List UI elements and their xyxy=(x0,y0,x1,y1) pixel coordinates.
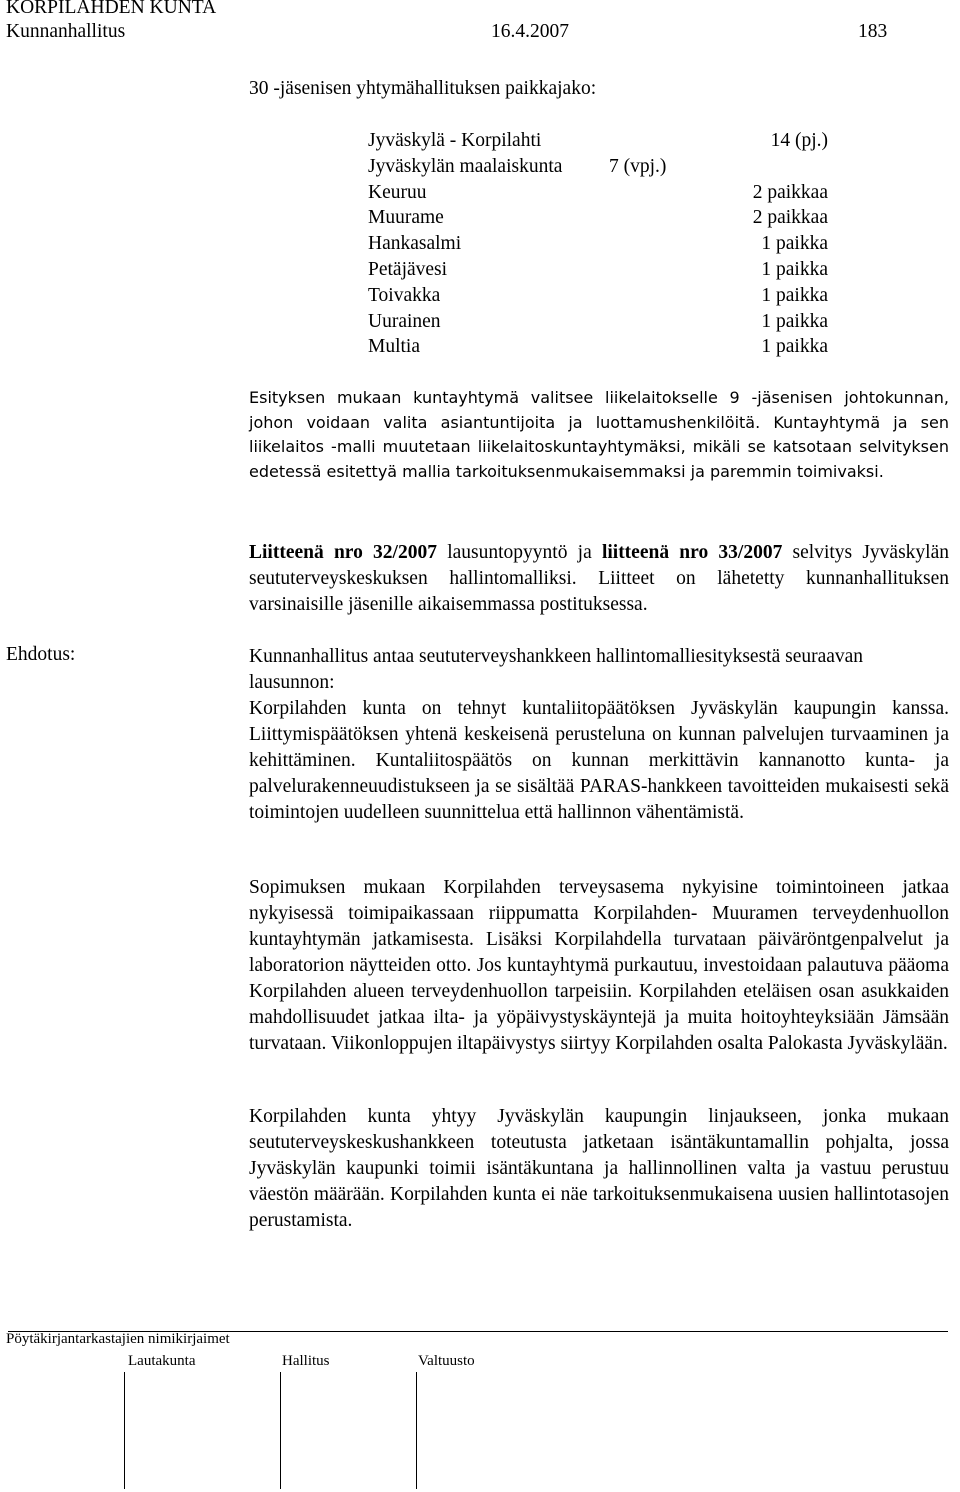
paragraph-text: selvitys Jyväskylän seututerveyskeskuksen hallintomalliksi. Liitteet on lähetetty kunnanhallituksen varsinaisille jäsenille aikaisemmassa postituksessa. xyxy=(249,542,949,615)
allocation-title: 30 -jäsenisen yhtymähallituksen paikkajako: xyxy=(249,78,597,99)
seat-count: 7 (vpj.) xyxy=(609,155,667,177)
municipality-name: Jyväskylä - Korpilahti xyxy=(368,130,542,151)
allocation-row xyxy=(368,283,828,309)
municipality-name: Muurame xyxy=(368,207,444,229)
municipality-name: Uurainen xyxy=(368,310,441,332)
proposal-label: Ehdotus: xyxy=(6,644,76,665)
attachments-paragraph xyxy=(249,540,949,618)
meeting-body: Kunnanhallitus xyxy=(6,21,126,42)
allocation-row xyxy=(368,309,828,335)
seat-count: 1 paikka xyxy=(761,310,828,332)
seat-count: 2 paikkaa xyxy=(752,207,828,229)
proposal-intro: Kunnanhallitus antaa seututerveyshankkeen hallintomalliesityksestä seuraavan lausunnon: xyxy=(249,646,864,693)
proposal-body: Korpilahden kunta on tehnyt kuntaliitopäätöksen Jyväskylän kaupungin kanssa. Liittymispäätöksen yhtenä keskeisenä perusteluna on kunnan palvelujen turvaaminen ja kehittäminen. Kuntaliitospäätös on kunnan merkittävin kannanotto kunta- ja palvelurakenneuudistukseen ja se sisältää PARAS-hankkeen tavoitteiden mukaisesti sekä toimintojen uudelleen suunnittelua että hallinnon vähentämistä. xyxy=(249,698,949,823)
meeting-date: 16.4.2007 xyxy=(491,21,569,42)
municipality-name: Hankasalmi xyxy=(368,233,462,255)
municipality-name: Jyväskylän maalaiskunta xyxy=(368,155,563,177)
seat-allocation-list xyxy=(368,128,828,360)
allocation-row xyxy=(368,334,828,360)
attachment-reference: liitteenä nro 33/2007 xyxy=(601,542,783,563)
allocation-row xyxy=(368,257,828,283)
proposal-paragraph xyxy=(249,644,949,826)
municipality-name: Toivakka xyxy=(368,284,441,306)
host-municipality-paragraph: Korpilahden kunta yhtyy Jyväskylän kaupungin linjaukseen, jonka mukaan seututerveyskeskushankkeen toteutusta jatketaan isäntäkuntamallin pohjalta, jossa Jyväskylän kaupunki toimii isäntäkuntana ja hallinnollinen valta ja vastuu perustuu väestön määrään. Korpilahden kunta ei näe tarkoituksenmukaisena uusien hallintotasojen perustamista. xyxy=(249,1106,949,1231)
municipality-name: Multia xyxy=(368,336,420,358)
seat-count: 2 paikkaa xyxy=(752,181,828,203)
seat-count: 1 paikka xyxy=(761,284,828,306)
allocation-row xyxy=(368,231,828,257)
signature-box-line xyxy=(416,1372,417,1489)
municipality-name: Petäjävesi xyxy=(368,258,448,280)
health-center-paragraph: Sopimuksen mukaan Korpilahden terveysasema nykyisine toimintoineen jatkaa nykyisessä toimipaikassaan riippumatta Korpilahden- Muuramen terveydenhuollon kuntayhtymän jatkamisesta. Lisäksi Korpilahdella turvataan päiväröntgenpalvelut ja laboratorion näytteiden otto. Jos kuntayhtymä purkautuu, investoidaan palautuva pääoma Korpilahden alueen terveydenhuollon tarpeisiin. Korpilahden eteläisen osan asukkaiden mahdollisuudet jatkaa ilta- ja yöpäivystyskäyntejä ja muita hoitoyhteyksiään Jämsään turvataan. Viikonloppujen iltapäivystys siirtyy Korpilahden osalta Palokasta Jyväskylään. xyxy=(249,877,949,1054)
signature-column-lautakunta: Lautakunta xyxy=(128,1353,196,1369)
organization-name: KORPILAHDEN KUNTA xyxy=(6,0,217,18)
signature-column-hallitus: Hallitus xyxy=(282,1353,330,1369)
allocation-row xyxy=(368,154,828,180)
seat-count: 1 paikka xyxy=(761,233,828,255)
municipality-name: Keuruu xyxy=(368,181,427,203)
board-composition-paragraph: Esityksen mukaan kuntayhtymä valitsee liikelaitokselle 9 -jäsenisen johtokunnan, johon voidaan valita asiantuntijoita ja luottamushenkilöitä. Kuntayhtymä ja sen liikelaitos -malli muutetaan liikelaitoskuntayhtymäksi, mikäli se katsotaan selvityksen edetessä esitettyä mallia tarkoituksenmukaisemmaksi ja paremmin toimivaksi. xyxy=(249,388,949,481)
seat-count: 1 paikka xyxy=(761,258,828,280)
seat-count: 14 (pj.) xyxy=(770,130,828,151)
allocation-row xyxy=(368,205,828,231)
signature-column-valtuusto: Valtuusto xyxy=(418,1353,475,1369)
page-number: 183 xyxy=(858,21,888,42)
signature-box-line xyxy=(280,1372,281,1489)
signature-label: Pöytäkirjantarkastajien nimikirjaimet xyxy=(6,1331,230,1347)
paragraph-text: lausuntopyyntö ja xyxy=(436,542,602,563)
allocation-row xyxy=(368,180,828,206)
attachment-reference: Liitteenä nro 32/2007 xyxy=(249,542,437,563)
allocation-row xyxy=(368,128,828,154)
seat-count: 1 paikka xyxy=(761,336,828,358)
signature-box-line xyxy=(124,1372,125,1489)
